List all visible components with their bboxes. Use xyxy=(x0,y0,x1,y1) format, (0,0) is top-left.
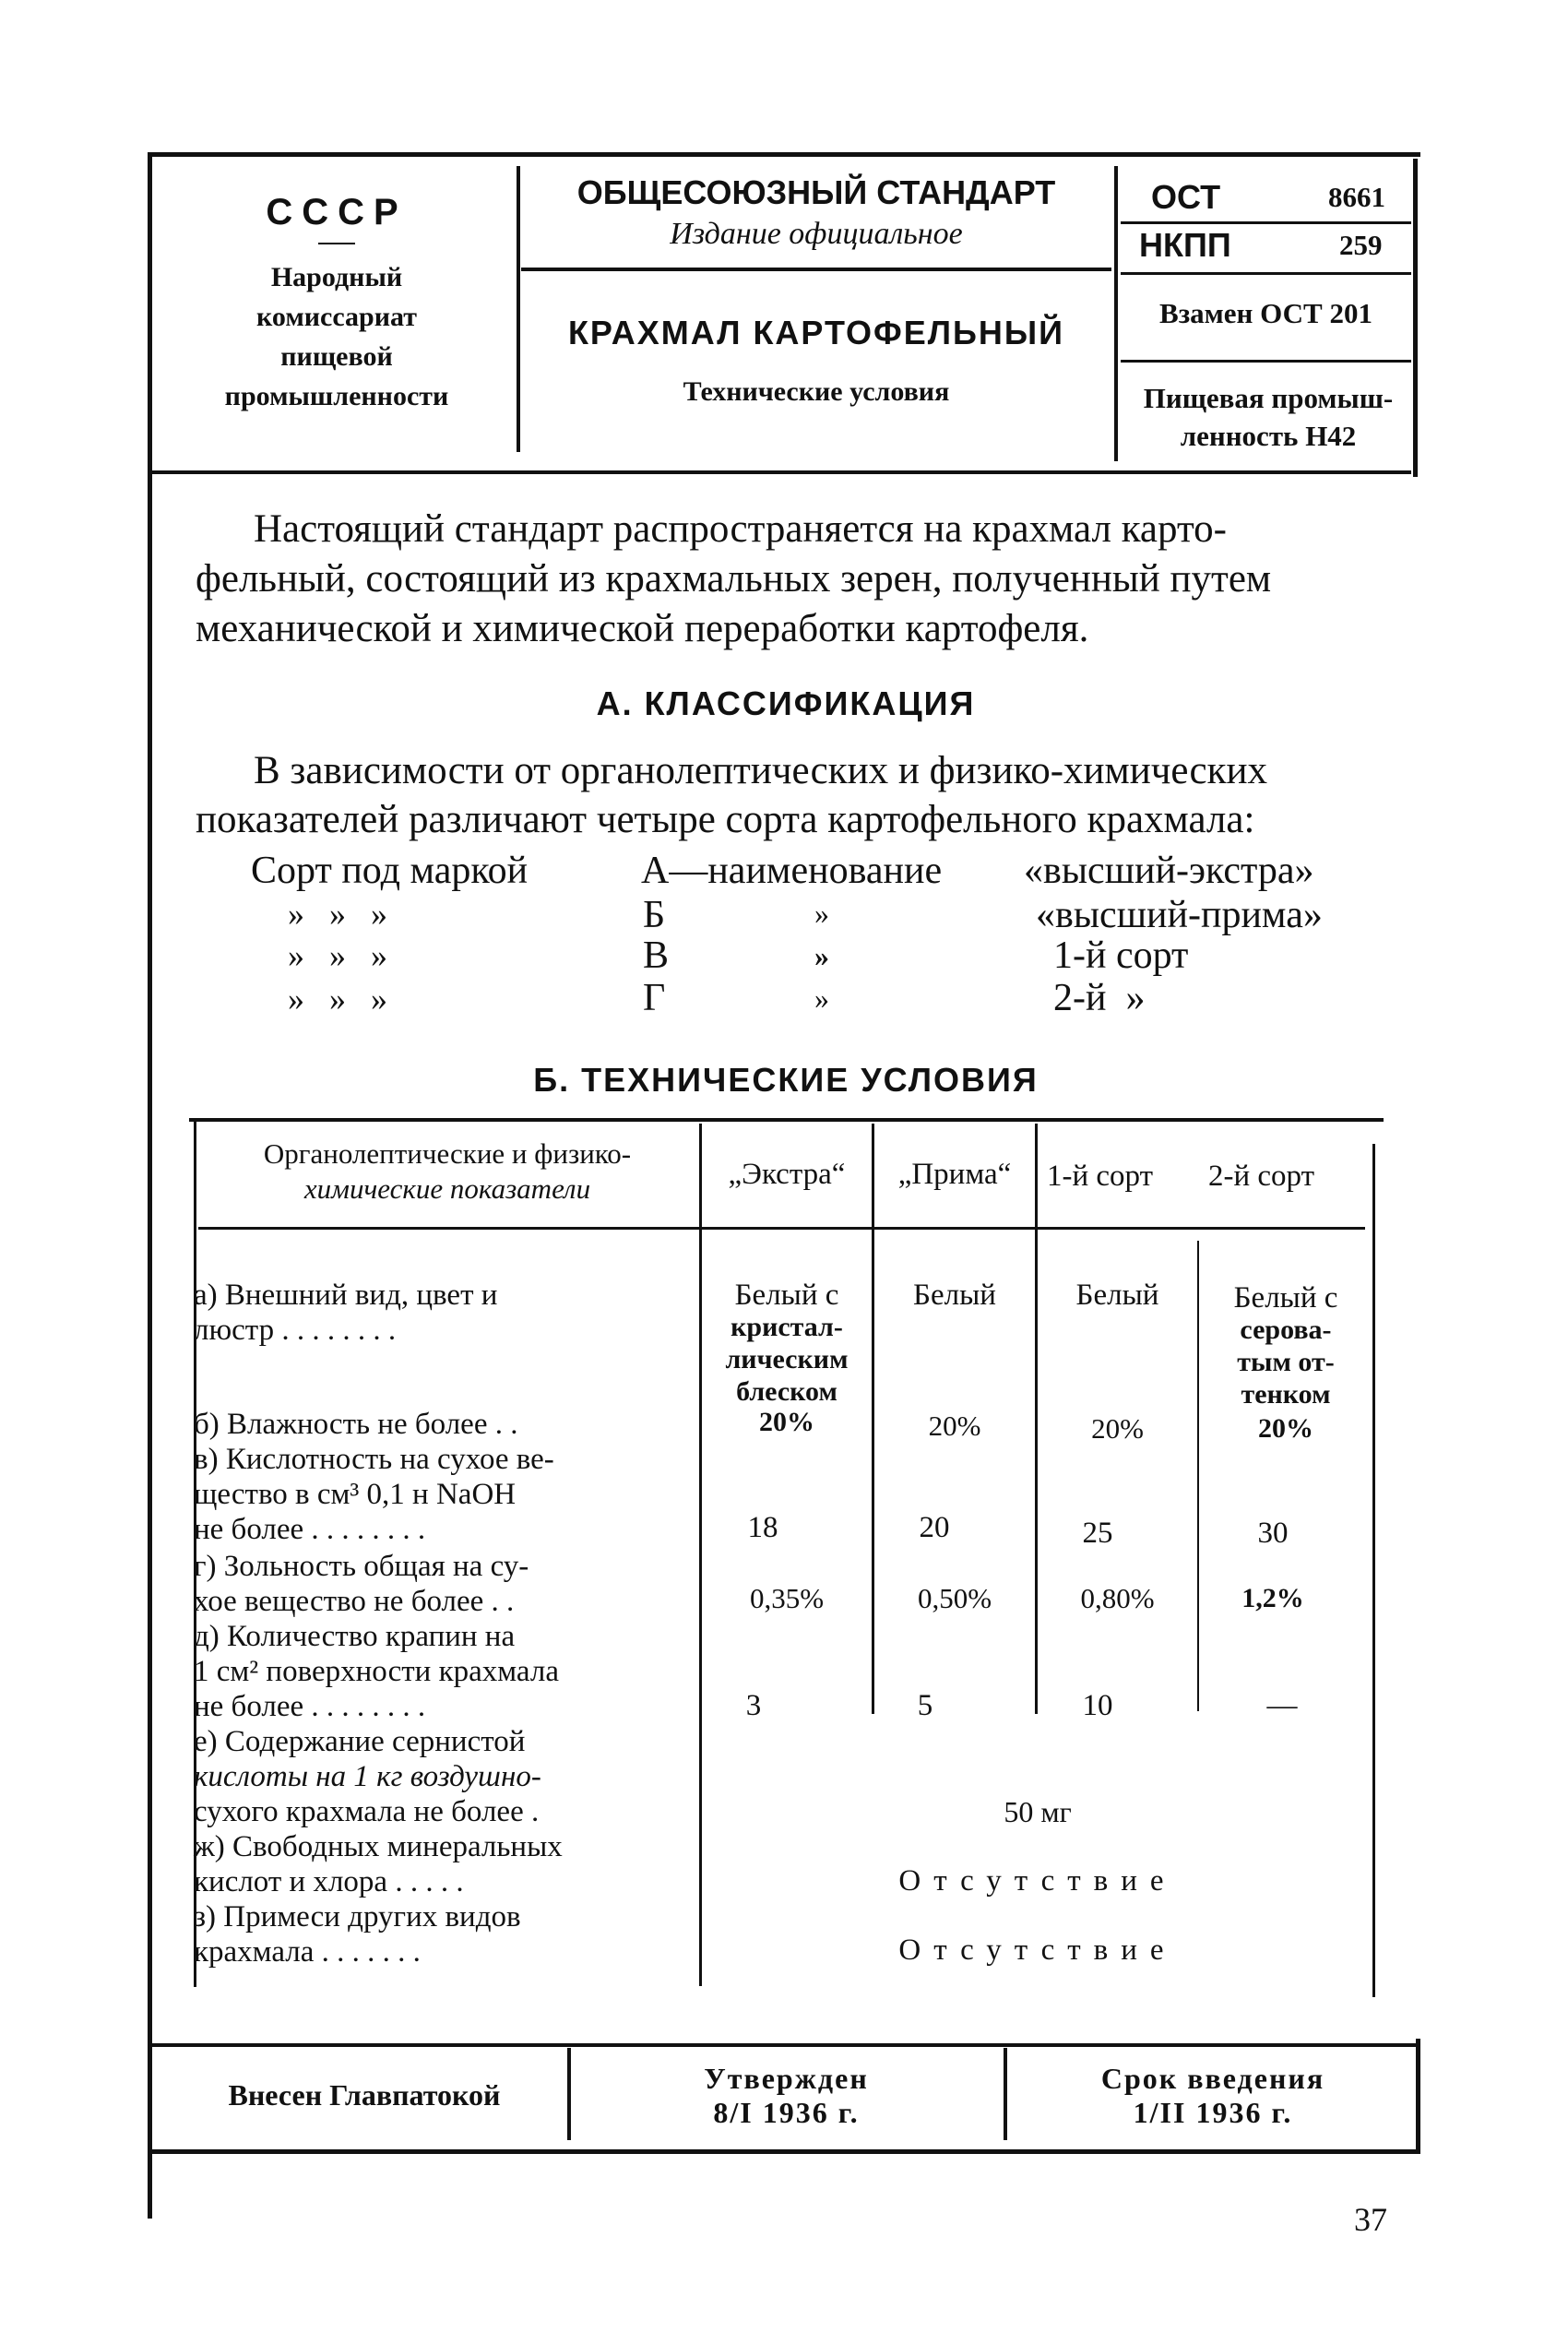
product-title: КРАХМАЛ КАРТОФЕЛЬНЫЙ xyxy=(567,314,1065,351)
row-d-label-2: 1 см² поверхности крахмала xyxy=(194,1655,559,1688)
row-e-all: 50 мг xyxy=(1004,1795,1072,1828)
ministry-line-4: промышленности xyxy=(224,381,449,411)
grade-row-4-label: » » » xyxy=(288,981,387,1017)
row-v-extra: 18 xyxy=(747,1511,778,1544)
row-a-second-4: тенком xyxy=(1241,1379,1331,1410)
row-g-prima: 0,50% xyxy=(917,1582,992,1614)
ost-rule xyxy=(1121,221,1411,224)
row-a-label-1: а) Внешний вид, цвет и xyxy=(194,1279,498,1312)
footer-approved-2: 8/I 1936 г. xyxy=(713,2096,860,2129)
row-b-extra: 20% xyxy=(759,1407,814,1437)
row-v-label-1: в) Кислотность на сухое ве- xyxy=(194,1443,554,1476)
grade-row-3-name: 1-й сорт xyxy=(1053,934,1189,977)
page-left-border xyxy=(148,152,152,2219)
row-z-label-1: з) Примеси других видов xyxy=(194,1900,521,1933)
replaces-label: Взамен ОСТ 201 xyxy=(1159,297,1372,329)
grade-row-2-mark: Б xyxy=(643,894,666,936)
row-zh-label-2: кислот и хлора . . . . . xyxy=(194,1865,464,1898)
row-a-first: Белый xyxy=(1075,1279,1159,1312)
grade-row-2-ditto: » xyxy=(814,897,829,930)
nkpp-label: НКПП xyxy=(1139,226,1231,264)
grade-row-2-label: » » » xyxy=(288,896,387,933)
section-a-title: А. КЛАССИФИКАЦИЯ xyxy=(596,684,976,722)
row-v-prima: 20 xyxy=(919,1511,950,1544)
row-b-second: 20% xyxy=(1258,1413,1313,1444)
row-a-second-1: Белый с xyxy=(1233,1281,1338,1315)
footer-effective-2: 1/II 1936 г. xyxy=(1133,2096,1293,2129)
ost-number: 8661 xyxy=(1328,181,1385,213)
header-divider-1 xyxy=(517,166,520,452)
grade-row-1-name: «высший-экстра» xyxy=(1024,850,1314,892)
footer-introduced: Внесен Главпатокой xyxy=(228,2078,501,2112)
row-d-first: 10 xyxy=(1082,1689,1113,1722)
row-a-extra-3: лическим xyxy=(725,1344,849,1374)
row-a-extra-1: Белый с xyxy=(734,1279,839,1312)
footer-effective-1: Срок введения xyxy=(1100,2062,1325,2095)
footer-top-rule xyxy=(152,2043,1420,2047)
row-a-prima: Белый xyxy=(913,1279,996,1312)
section-a-line-1: В зависимости от органолептических и физико-химических xyxy=(254,749,1268,792)
footer-approved-1: Утвержден xyxy=(704,2062,869,2095)
section-a-line-2: показателей различают четыре сорта картофельного крахмала: xyxy=(196,798,1255,841)
row-z-label-2: крахмала . . . . . . . xyxy=(194,1935,421,1969)
table-top-rule xyxy=(189,1118,1384,1122)
industry-line-1: Пищевая промыш- xyxy=(1143,382,1394,414)
header-top-rule xyxy=(148,152,1420,157)
row-d-extra: 3 xyxy=(745,1689,762,1722)
replaces-rule xyxy=(1121,360,1411,363)
header-divider-2 xyxy=(1114,166,1118,461)
grade-row-1-mark: А—наименование xyxy=(641,850,943,892)
row-v-label-2: щество в см³ 0,1 н NaOH xyxy=(194,1478,517,1511)
row-d-second: — xyxy=(1266,1689,1298,1722)
table-head-prima: „Прима“ xyxy=(897,1158,1012,1191)
table-head-rule xyxy=(198,1227,1365,1230)
row-zh-label-1: ж) Свободных минеральных xyxy=(194,1830,563,1863)
intro-line-3: механической и химической переработки картофеля. xyxy=(196,607,1089,650)
row-v-first: 25 xyxy=(1082,1517,1113,1550)
grade-row-3-ditto: » xyxy=(814,939,829,972)
edition-label: Издание официальное xyxy=(670,217,963,251)
row-d-label-3: не более . . . . . . . . xyxy=(194,1690,426,1723)
row-a-label-2: люстр . . . . . . . . xyxy=(194,1314,397,1347)
grade-row-4-ditto: » xyxy=(814,982,829,1015)
row-zh-all: Отсутствие xyxy=(898,1864,1177,1898)
intro-line-2: фельный, состоящий из крахмальных зерен, полученный путем xyxy=(196,557,1272,601)
row-e-label-1: е) Содержание сернистой xyxy=(194,1725,526,1758)
table-head-extra: „Экстра“ xyxy=(728,1158,846,1191)
footer-bottom-rule xyxy=(152,2149,1420,2154)
row-b-first: 20% xyxy=(1091,1412,1144,1445)
table-right-border xyxy=(1372,1144,1375,1997)
grade-row-4-mark: Г xyxy=(643,977,666,1019)
row-v-second: 30 xyxy=(1257,1517,1289,1550)
ministry-line-2: комиссариат xyxy=(256,302,417,332)
row-z-all: Отсутствие xyxy=(898,1933,1177,1967)
footer-right-border xyxy=(1416,2039,1420,2154)
standard-title: ОБЩЕСОЮЗНЫЙ СТАНДАРТ xyxy=(576,173,1056,211)
row-e-label-3: сухого крахмала не более . xyxy=(194,1795,540,1828)
row-g-second: 1,2% xyxy=(1241,1583,1304,1613)
row-a-extra-4: блеском xyxy=(736,1376,837,1407)
footer-divider-1 xyxy=(567,2048,571,2140)
nkpp-rule xyxy=(1121,272,1411,275)
table-head-indicator-2: химические показатели xyxy=(303,1172,591,1205)
grade-row-3-mark: В xyxy=(643,934,670,977)
row-b-prima: 20% xyxy=(928,1410,981,1442)
section-b-title: Б. ТЕХНИЧЕСКИЕ УСЛОВИЯ xyxy=(533,1061,1039,1099)
country-label: СССР xyxy=(266,192,408,232)
table-col-divider-1 xyxy=(699,1124,702,1986)
product-subtitle: Технические условия xyxy=(683,376,950,407)
row-a-second-2: серова- xyxy=(1240,1315,1332,1345)
row-g-first: 0,80% xyxy=(1080,1582,1155,1614)
row-d-prima: 5 xyxy=(917,1689,933,1722)
row-a-second-3: тым от- xyxy=(1237,1347,1335,1377)
table-head-second: 2-й сорт xyxy=(1208,1160,1315,1193)
ministry-line-3: пищевой xyxy=(280,341,393,372)
country-underline xyxy=(318,243,355,244)
row-g-label-2: хое вещество не более . . xyxy=(194,1585,515,1618)
ministry-line-1: Народный xyxy=(270,262,403,292)
row-d-label-1: д) Количество крапин на xyxy=(194,1620,516,1653)
nkpp-number: 259 xyxy=(1339,229,1383,261)
row-g-label-1: г) Зольность общая на су- xyxy=(194,1550,529,1583)
grade-row-4-name: 2-й » xyxy=(1053,977,1146,1019)
table-head-indicator-1: Органолептические и физико- xyxy=(263,1137,632,1170)
footer-divider-2 xyxy=(1004,2048,1007,2140)
row-a-extra-2: кристал- xyxy=(731,1312,843,1342)
header-mid-rule xyxy=(521,268,1111,271)
ost-label: ОСТ xyxy=(1151,178,1221,216)
intro-line-1: Настоящий стандарт распространяется на крахмал карто- xyxy=(254,507,1227,551)
grade-row-3-label: » » » xyxy=(288,937,387,974)
row-b-label-1: б) Влажность не более . . xyxy=(194,1408,518,1441)
grade-row-2-name: «высший-прима» xyxy=(1036,894,1323,936)
row-g-extra: 0,35% xyxy=(749,1582,825,1614)
row-e-label-2: кислоты на 1 кг воздушно- xyxy=(194,1760,541,1793)
header-bottom-rule xyxy=(152,470,1411,474)
page-number: 37 xyxy=(1354,2201,1387,2238)
grade-row-1-label: Сорт под маркой xyxy=(251,850,529,892)
industry-line-2: ленность Н42 xyxy=(1180,420,1357,452)
table-head-first: 1-й сорт xyxy=(1047,1160,1154,1193)
row-v-label-3: не более . . . . . . . . xyxy=(194,1513,426,1546)
